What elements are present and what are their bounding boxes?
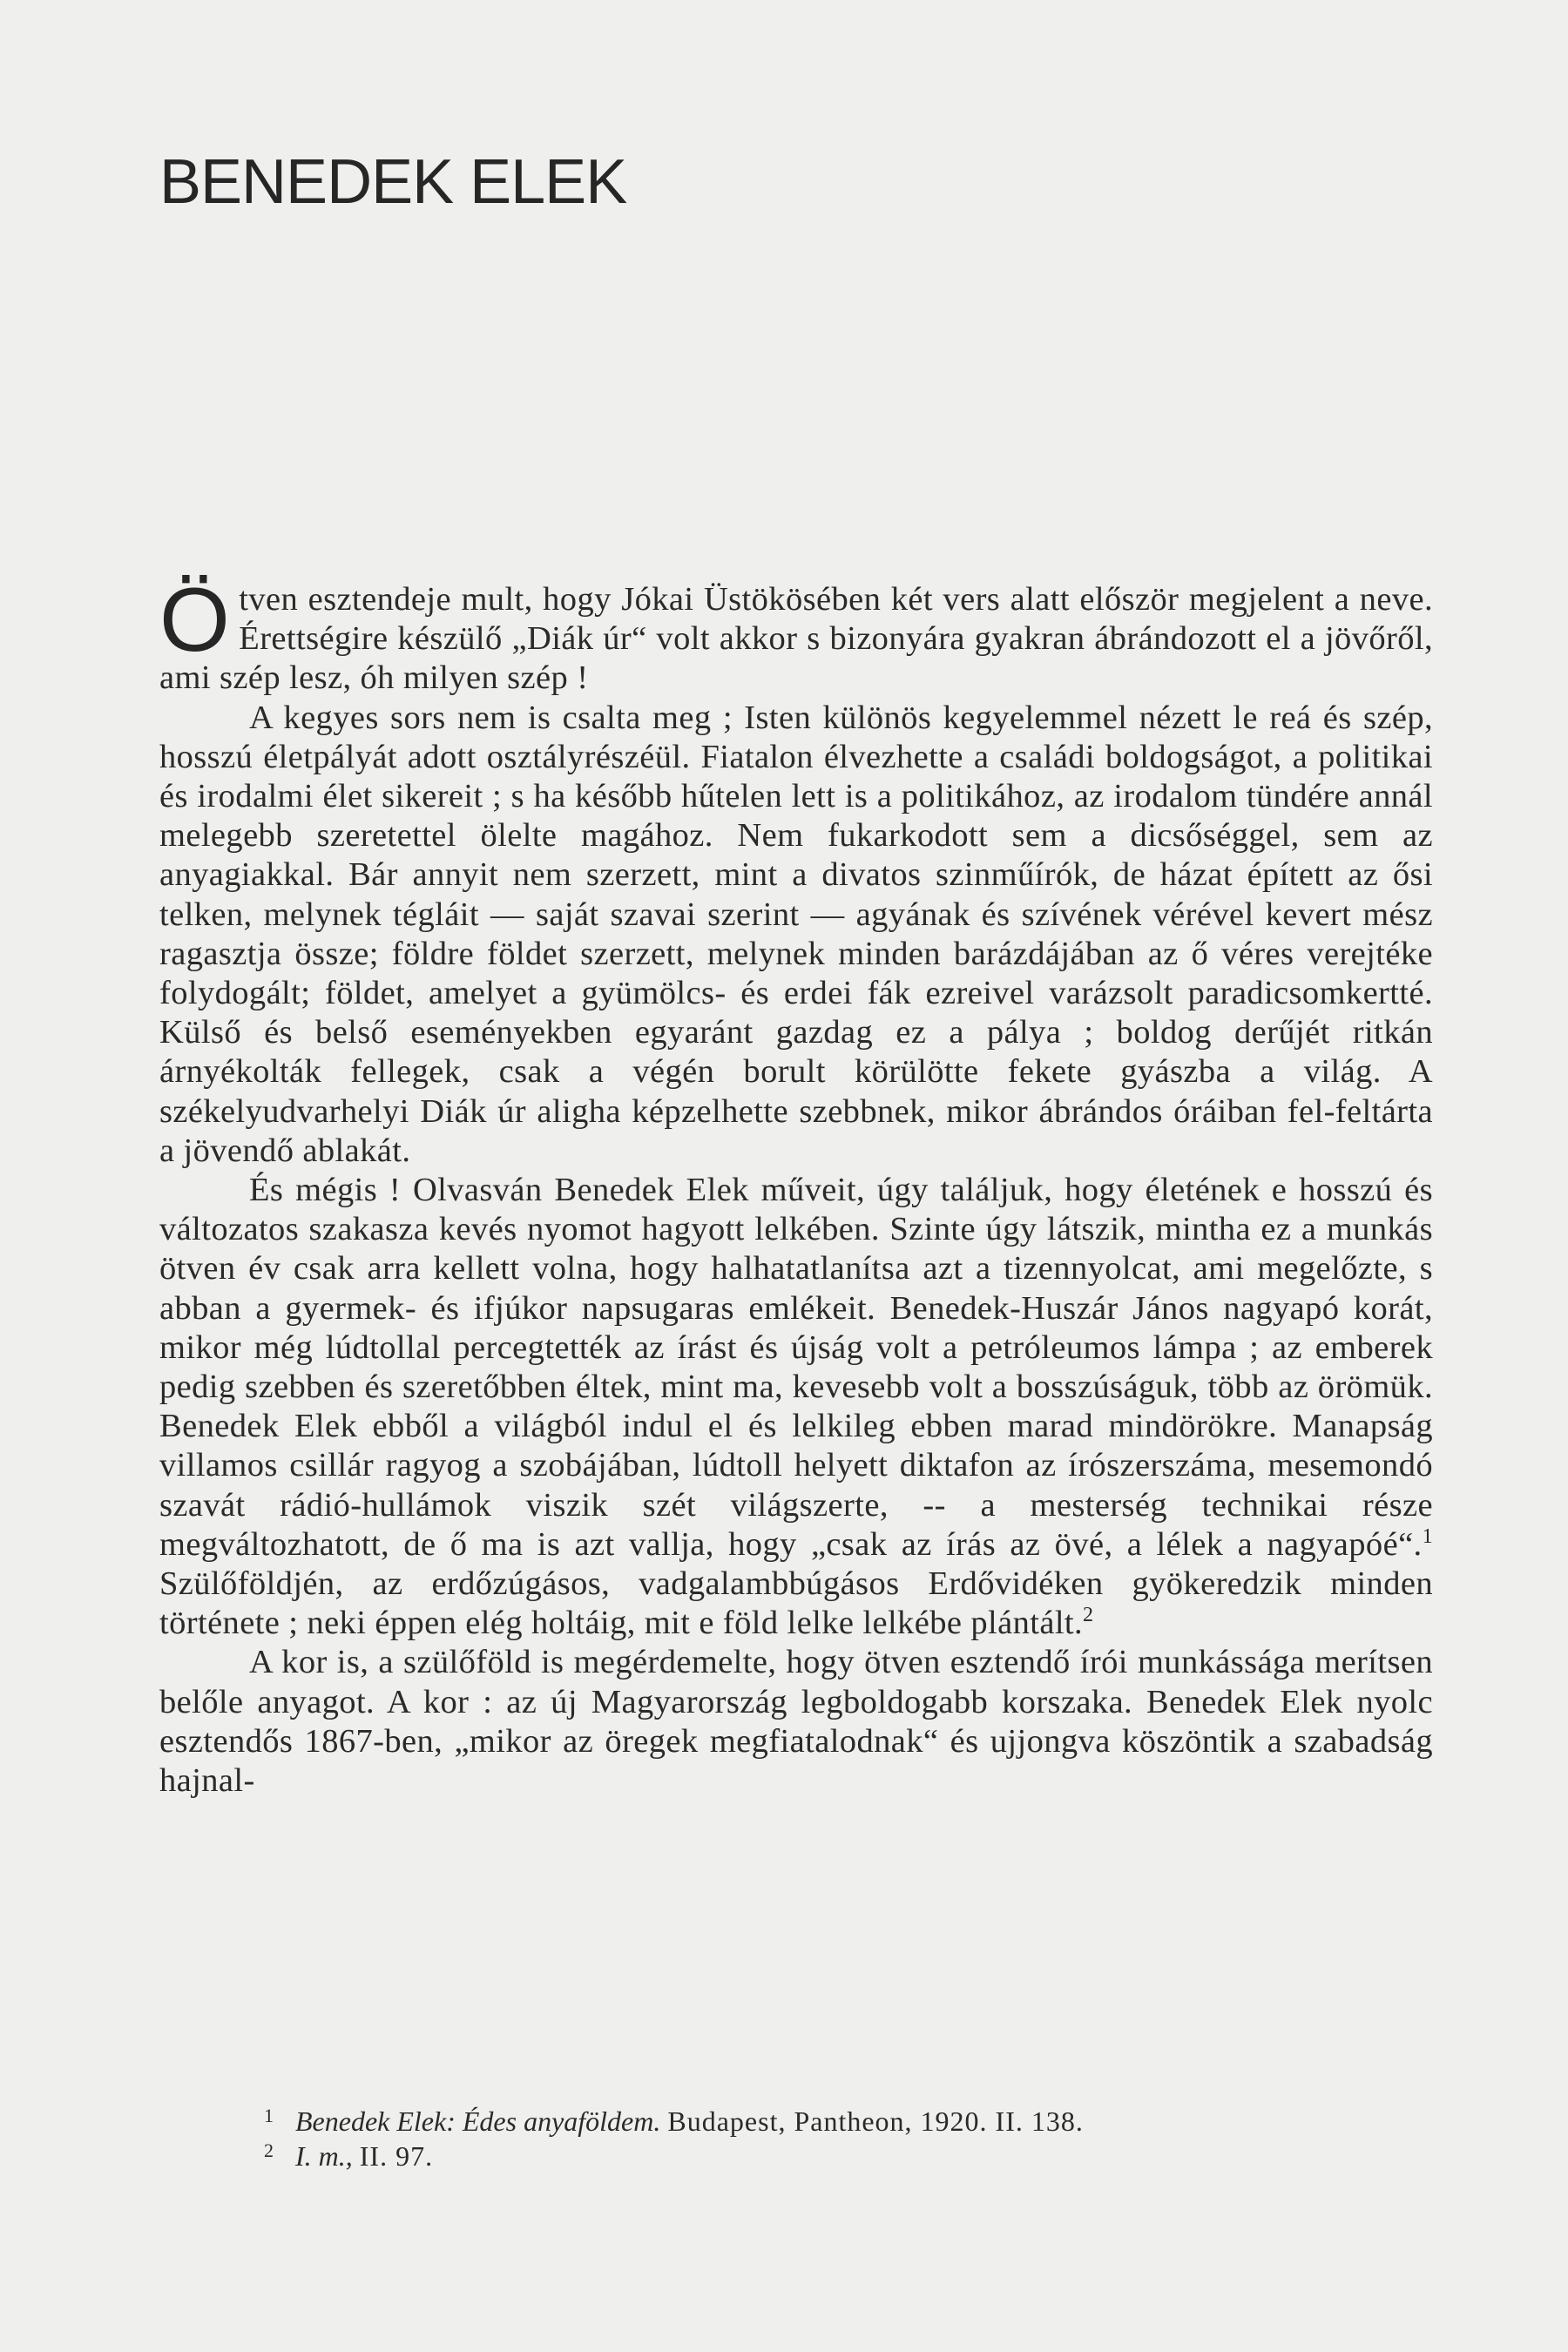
footnote-author: Benedek Elek: (295, 2105, 456, 2137)
drop-cap: Ö (159, 570, 231, 671)
footnotes (159, 2104, 1433, 2173)
paragraph (159, 699, 1433, 1171)
chapter-title: BENEDEK ELEK (159, 147, 627, 217)
footnote-ref[interactable]: 1 (1422, 1525, 1433, 1549)
paragraph (159, 1171, 1433, 1643)
paragraph (159, 570, 1433, 699)
footnote-work: Édes anyaföldem. (462, 2105, 661, 2137)
footnote (159, 2139, 1433, 2173)
footnote-mark: 2 (264, 2139, 274, 2161)
footnote-mark: 1 (264, 2105, 274, 2126)
footnote-author: I. m., (295, 2140, 353, 2172)
paragraph-text: És mégis ! Olvasván Benedek Elek műveit, úgy találjuk, hogy életének e hosszú és változatos szakasza kevés nyomot hagyott lelkében. Szinte úgy látszik, mintha ez a munkás ötven év csak arra kellett volna, hogy halhatatlanítsa azt a tizennyolcat, ami megelőzte, s abban a gyermek- és ifjúkor napsugaras emlékeit. Benedek-Huszár János nagyapó korát, mikor még lúdtollal percegtették az írást és újság volt a petróleumos lámpa ; az emberek pedig szebben és szeretőbben éltek, mint ma, kevesebb volt a bosszúságuk, több az örömük. Benedek Elek ebből a világból indul el és lelkileg ebben marad mindörökre. Manapság villamos csillár ragyog a szobájában, lúdtoll helyett diktafon az írószerszáma, mesemondó szavát rádió-hullámok viszik szét világszerte, -- a mesterség technikai része megváltozhatott, de ő ma is azt vallja, hogy „csak az írás az övé, a lélek a nagyapóé“. (159, 1172, 1433, 1563)
footnote-citation: II. 97. (359, 2140, 434, 2172)
paragraph-text: A kor is, a szülőföld is megérdemelte, hogy ötven esztendő írói munkássága merítsen belőle anyagot. A kor : az új Magyarország legboldogabb korszaka. Benedek Elek nyolc esztendős 1867-ben, „mikor az öregek megfiatalodnak“ és ujjongva köszöntik a szabadság hajnal- (159, 1644, 1433, 1800)
paragraph-text: Szülőföldjén, az erdőzúgásos, vadgalambbúgásos Erdővidéken gyökeredzik minden története ; neki éppen elég holtáig, mit e föld lelke lelkébe plántált. (159, 1565, 1433, 1642)
footnote-citation: Budapest, Pantheon, 1920. II. 138. (667, 2105, 1084, 2137)
paragraph (159, 1643, 1433, 1801)
paragraph-text: A kegyes sors nem is csalta meg ; Isten különös kegyelemmel nézett le reá és szép, hosszú életpályát adott osztályrészéül. Fiatalon élvezhette a családi boldogságot, a politikai és irodalmi élet sikereit ; s ha később hűtelen lett is a politikához, az irodalom tündére annál melegebb szeretettel ölelte magához. Nem fukarkodott sem a dicsőséggel, sem az anyagiakkal. Bár annyit nem szerzett, mint a divatos szinműírók, de házat épített az ősi telken, melynek tégláit — saját szavai szerint — agyának és szívének vérével kevert mész ragasztja össze; földre földet szerzett, melynek minden barázdájában az ő véres verejtéke folydogált; földet, amelyet a gyümölcs- és erdei fák ezreivel varázsolt paradicsomkertté. Külső és belső eseményekben egyaránt gazdag ez a pálya ; boldog derűjét ritkán árnyékolták fellegek, csak a végén borult körülötte fekete gyászba a világ. A székelyudvarhelyi Diák úr aligha képzelhette szebbnek, mikor ábrándos óráiban fel-feltárta a jövendő ablakát. (159, 699, 1433, 1169)
footnote-ref[interactable]: 2 (1083, 1604, 1094, 1627)
body-text (159, 570, 1433, 1801)
footnote (159, 2104, 1433, 2139)
paragraph-text: tven esztendeje mult, hogy Jókai Üstökösében két vers alatt először megjelent a neve. Érettségire készülő „Diák úr“ volt akkor s bizonyára gyakran ábrándozott el a jövőről, ami szép lesz, óh milyen szép ! (159, 581, 1433, 697)
